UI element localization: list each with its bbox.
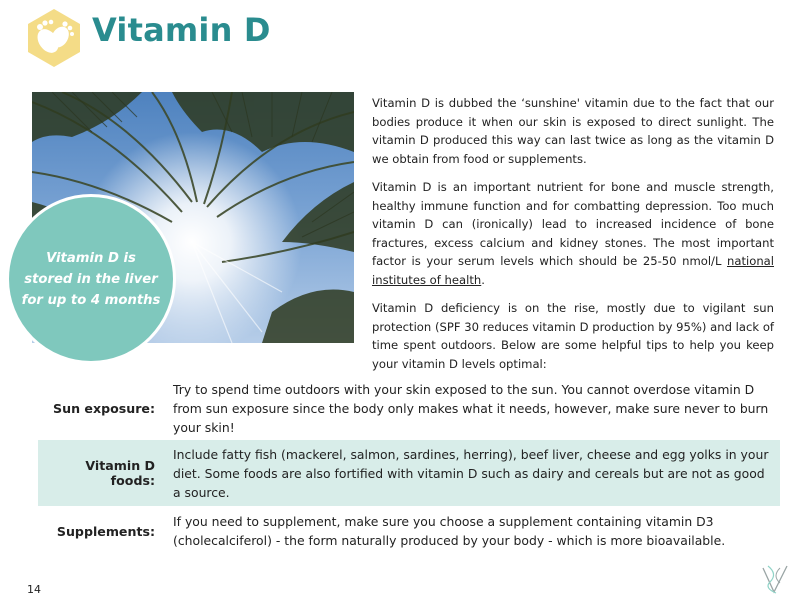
nih-link[interactable]: national institutes of health xyxy=(372,254,774,287)
tip-row-vitamin-d-foods xyxy=(38,440,780,506)
intro-paragraph-2-text: Vitamin D is an important nutrient for bone and muscle strength, healthy immune function and for combatting depression. Too much vitamin D can (ironically) lead to increased incidence of bone fractures, excess calcium and kidney stones. The most important factor is your serum levels which should be 25-50 nmol/L xyxy=(372,180,774,268)
tip-text: Include fatty fish (mackerel, salmon, sardines, herring), beef liver, cheese and egg yolks in your diet. Some foods are also fortified with vitamin D such as dairy and cereals but are not as good a source. xyxy=(173,446,769,500)
tip-text: Try to spend time outdoors with your skin exposed to the sun. You cannot overdose vitamin D from sun exposure since the body only makes what it needs, however, make sure never to burn your skin! xyxy=(173,381,769,435)
tip-row-supplements xyxy=(38,506,780,556)
tip-label: Supplements: xyxy=(56,523,155,539)
tip-label: Sun exposure: xyxy=(53,400,155,416)
tip-text: If you need to supplement, make sure you choose a supplement containing vitamin D3 (cholecalciferol) - the form naturally produced by your body - which is more bioavailable. xyxy=(173,514,726,548)
hexagon-feet-icon xyxy=(23,7,85,69)
intro-paragraph-2 xyxy=(372,178,774,289)
tip-label: Vitamin D foods: xyxy=(85,458,155,488)
callout-text: Vitamin D is stored in the liver for up to 4 months xyxy=(21,250,161,308)
intro-paragraph-3: Vitamin D deficiency is on the rise, mostly due to vigilant sun protection (SPF 30 reduces vitamin D production by 95%) and lack of time spent outdoors. Below are some helpful tips to help you keep your vitamin D levels optimal: xyxy=(372,301,774,371)
intro-text xyxy=(372,94,774,383)
callout-circle xyxy=(6,194,176,364)
page-title: Vitamin D xyxy=(92,11,271,49)
tip-row-sun-exposure xyxy=(38,376,780,440)
tips-table xyxy=(38,376,780,556)
page-number: 14 xyxy=(27,583,41,596)
intro-paragraph-1: Vitamin D is dubbed the ‘sunshine' vitamin due to the fact that our bodies produce it when our skin is exposed to direct sunlight. The vitamin D produced this way can last twice as long as the vitamin D we obtain from food or supplements. xyxy=(372,96,774,166)
wellness-logo-icon xyxy=(760,562,790,596)
intro-paragraph-2-end: . xyxy=(481,272,485,287)
